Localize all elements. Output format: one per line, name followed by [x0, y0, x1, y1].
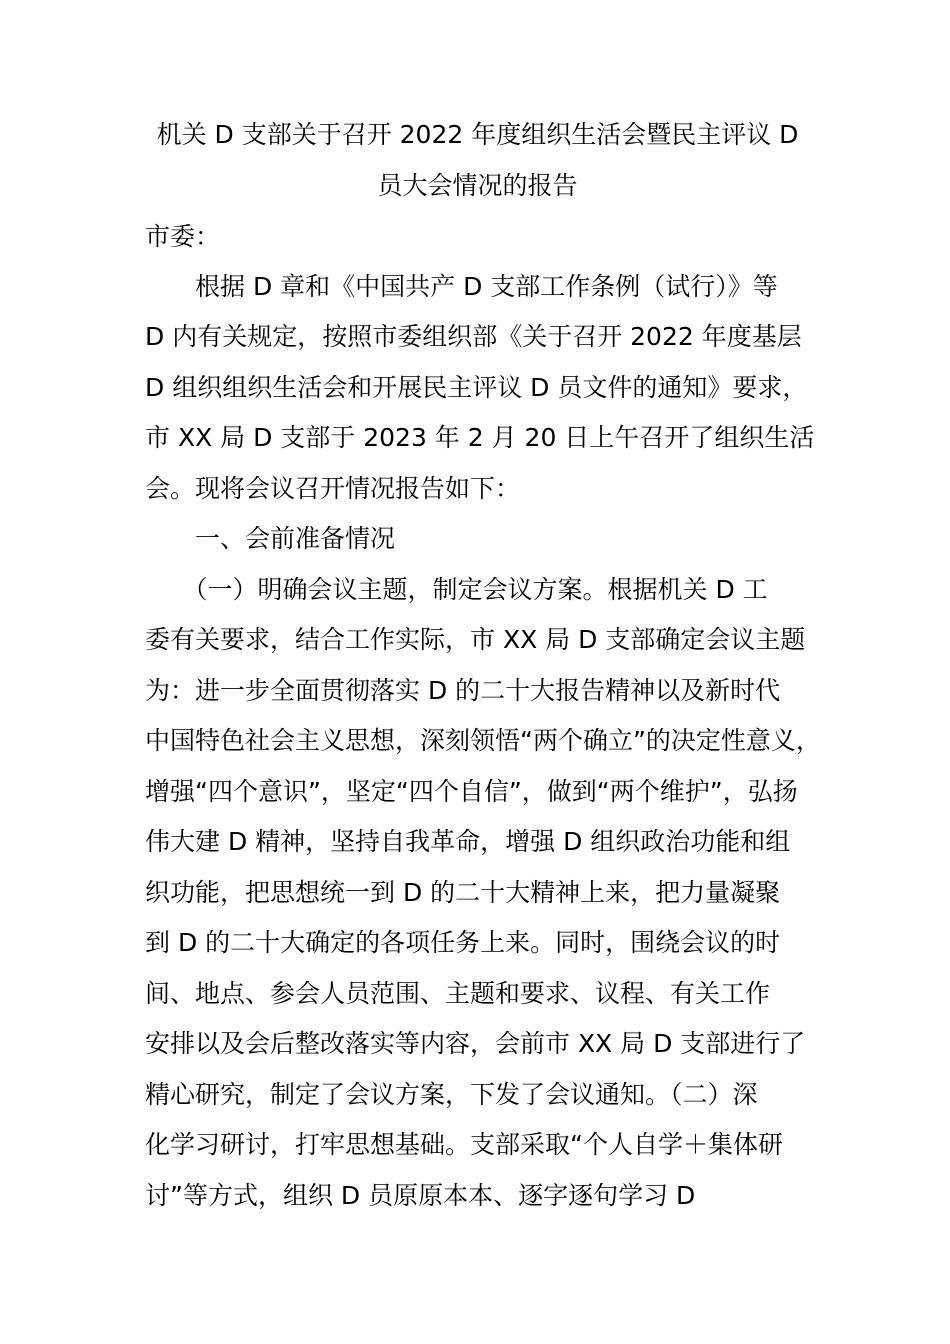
body-line: 中国特色社会主义思想，深刻领悟“两个确立”的决定性意义，	[145, 726, 821, 755]
body-line: 委有关要求，结合工作实际，市 XX 局 D 支部确定会议主题	[145, 625, 806, 654]
body-line: 安排以及会后整改落实等内容，会前市 XX 局 D 支部进行了	[145, 1029, 806, 1058]
body-line: 根据 D 章和《中国共产 D 支部工作条例（试行）》等	[145, 272, 778, 301]
salutation: 市委：	[145, 222, 221, 251]
body-line: 伟大建 D 精神，坚持自我革命，增强 D 组织政治功能和组	[145, 827, 791, 856]
body-line: D 内有关规定，按照市委组织部《关于召开 2022 年度基层	[145, 322, 802, 351]
document-title-line-1: 机关 D 支部关于召开 2022 年度组织生活会暨民主评议 D	[156, 120, 799, 149]
body-line: 为：进一步全面贯彻落实 D 的二十大报告精神以及新时代	[145, 676, 781, 705]
body-line: 间、地点、参会人员范围、主题和要求、议程、有关工作	[145, 979, 771, 1008]
document-title-line-2: 员大会情况的报告	[377, 171, 578, 200]
section-heading: 一、会前准备情况	[145, 524, 396, 553]
body-line: （一）明确会议主题，制定会议方案。根据机关 D 工	[145, 575, 768, 604]
body-line: 市 XX 局 D 支部于 2023 年 2 月 20 日上午召开了组织生活	[145, 423, 815, 452]
body-line: 会。现将会议召开情况报告如下：	[145, 474, 521, 503]
body-line: 精心研究，制定了会议方案，下发了会议通知。（二）深	[145, 1080, 758, 1109]
body-line: 织功能，把思想统一到 D 的二十大精神上来，把力量凝聚	[145, 878, 781, 907]
body-line: 增强“四个意识”，坚定“四个自信”，做到“两个维护”，弘扬	[145, 777, 798, 806]
body-line: 到 D 的二十大确定的各项任务上来。同时，围绕会议的时	[145, 928, 781, 957]
body-line: 化学习研讨，打牢思想基础。支部采取“个人自学＋集体研	[145, 1130, 783, 1159]
body-line: D 组织组织生活会和开展民主评议 D 员文件的通知》要求，	[145, 373, 808, 402]
body-line: 讨”等方式，组织 D 员原原本本、逐字逐句学习 D	[145, 1181, 696, 1210]
